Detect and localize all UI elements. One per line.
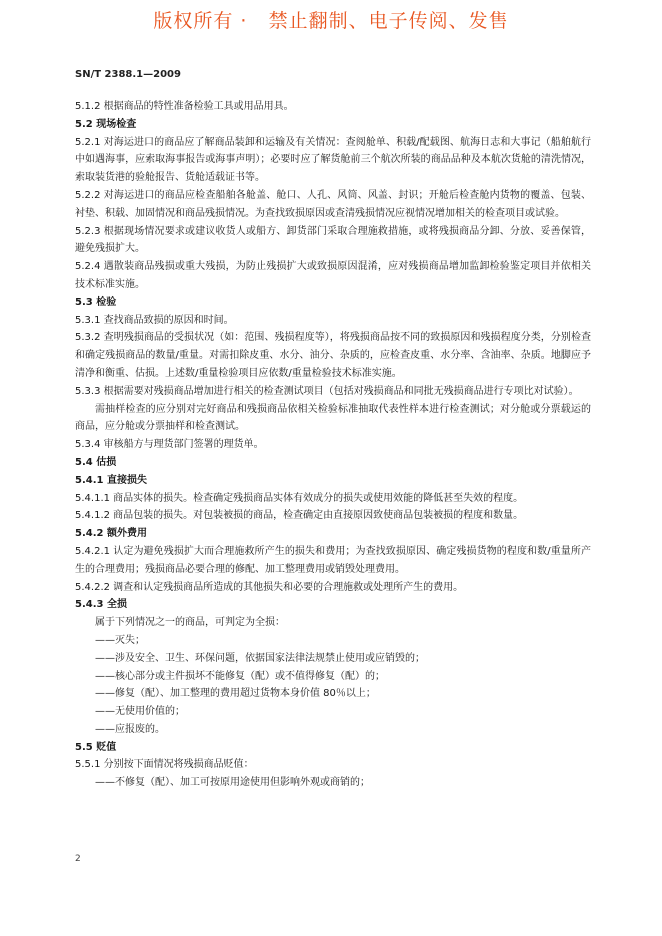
paragraph: 需抽样检查的应分别对完好商品和残损商品依相关检验标准抽取代表性样本进行检查测试；对分舱或分票载运的商品，应分舱或分票抽样和检查测试。	[75, 403, 591, 433]
list-item: ——无使用价值的；	[95, 706, 185, 718]
paragraph: 5.3.1 查找商品致损的原因和时间。	[75, 314, 234, 326]
paragraph: 5.1.2 根据商品的特性准备检验工具或用品用具。	[75, 101, 294, 112]
document-body	[75, 98, 591, 792]
paragraph: 5.4.2.1 认定为避免残损扩大而合理施救所产生的损失和费用；为查找致损原因、确定残损货物的程度和数/重量所产生的合理费用；残损商品必要合理的修配、加工整理费用或销毁处理费用。	[75, 545, 591, 575]
paragraph: 5.3.3 根据需要对残损商品增加进行相关的检查测试项目（包括对残损商品和同批无残损商品进行专项比对试验）。	[75, 385, 579, 397]
paragraph: 5.2.1 对海运进口的商品应了解商品装卸和运输及有关情况：查阅舱单、积载/配载图、航海日志和大事记（船舶航行中如遇海事，应索取海事报告或海事声明）；必要时应了解货舱前三个航次所装的商品品种及本航次货舱的清洗情况，索取装货港的验舱报告、货舱适载证书等。	[75, 136, 591, 184]
paragraph: 5.2.2 对海运进口的商品应检查船舶各舱盖、舱口、人孔、风筒、风盖、封识；开舱后检查舱内货物的覆盖、包装、衬垫、积载、加固情况和商品残损情况。为查找致损原因或查清残损情况应视情况增加相关的检查项目或试验。	[75, 189, 591, 219]
paragraph: 属于下列情况之一的商品，可判定为全损：	[95, 617, 285, 629]
list-item: ——修复（配）、加工整理的费用超过货物本身价值 80％以上；	[95, 688, 376, 700]
copyright-watermark: 版权所有 · 禁止翻制、电子传阅、发售	[153, 10, 509, 32]
section-heading: 5.4 估损	[75, 456, 117, 468]
paragraph: 5.3.4 审核船方与理货部门签署的理货单。	[75, 439, 264, 451]
subsection-heading: 5.4.1 直接损失	[75, 474, 147, 486]
section-heading: 5.2 现场检查	[75, 118, 137, 130]
page-number: 2	[75, 854, 81, 864]
subsection-heading: 5.4.3 全损	[75, 599, 127, 611]
paragraph: 5.5.1 分别按下面情况将残损商品贬值：	[75, 759, 254, 771]
paragraph: 5.2.4 遇散装商品残损或重大残损，为防止残损扩大或致损原因混淆，应对残损商品增加监卸检验鉴定项目并依相关技术标准实施。	[75, 261, 591, 290]
paragraph: 5.3.2 查明残损商品的受损状况（如：范围、残损程度等），将残损商品按不同的致损原因和残损程度分类，分别检查和确定残损商品的数量/重量。对需扣除皮重、水分、油分、杂质的，应检查皮重、水分率、含油率、杂质。地脚应予清净和衡重、估损。上述数/重量检验项目应依数/重量检验技术标准实施。	[75, 332, 591, 379]
list-item: ——不修复（配）、加工可按原用途使用但影响外观或商销的；	[95, 777, 370, 789]
paragraph: 5.2.3 根据现场情况要求或建议收货人或船方、卸货部门采取合理施救措施，或将残损商品分卸、分放、妥善保管，避免残损扩大。	[75, 225, 591, 255]
subsection-heading: 5.4.2 额外费用	[75, 528, 147, 540]
section-heading: 5.3 检验	[75, 296, 117, 308]
paragraph: 5.4.1.1 商品实体的损失。检查确定残损商品实体有效成分的损失或使用效能的降低甚至失效的程度。	[75, 492, 524, 504]
standard-code: SN/T 2388.1—2009	[75, 69, 181, 80]
section-heading: 5.5 贬值	[75, 741, 117, 753]
list-item: ——应报废的。	[95, 723, 165, 735]
paragraph: 5.4.2.2 调查和认定残损商品所造成的其他损失和必要的合理施救或处理所产生的费用。	[75, 581, 464, 593]
paragraph: 5.4.1.2 商品包装的损失。对包装被损的商品，检查确定由直接原因致使商品包装被损的程度和数量。	[75, 510, 524, 522]
list-item: ——灭失；	[95, 634, 145, 646]
list-item: ——涉及安全、卫生、环保问题，依据国家法律法规禁止使用或应销毁的；	[95, 652, 425, 664]
list-item: ——核心部分或主件损坏不能修复（配）或不值得修复（配）的；	[95, 670, 385, 682]
